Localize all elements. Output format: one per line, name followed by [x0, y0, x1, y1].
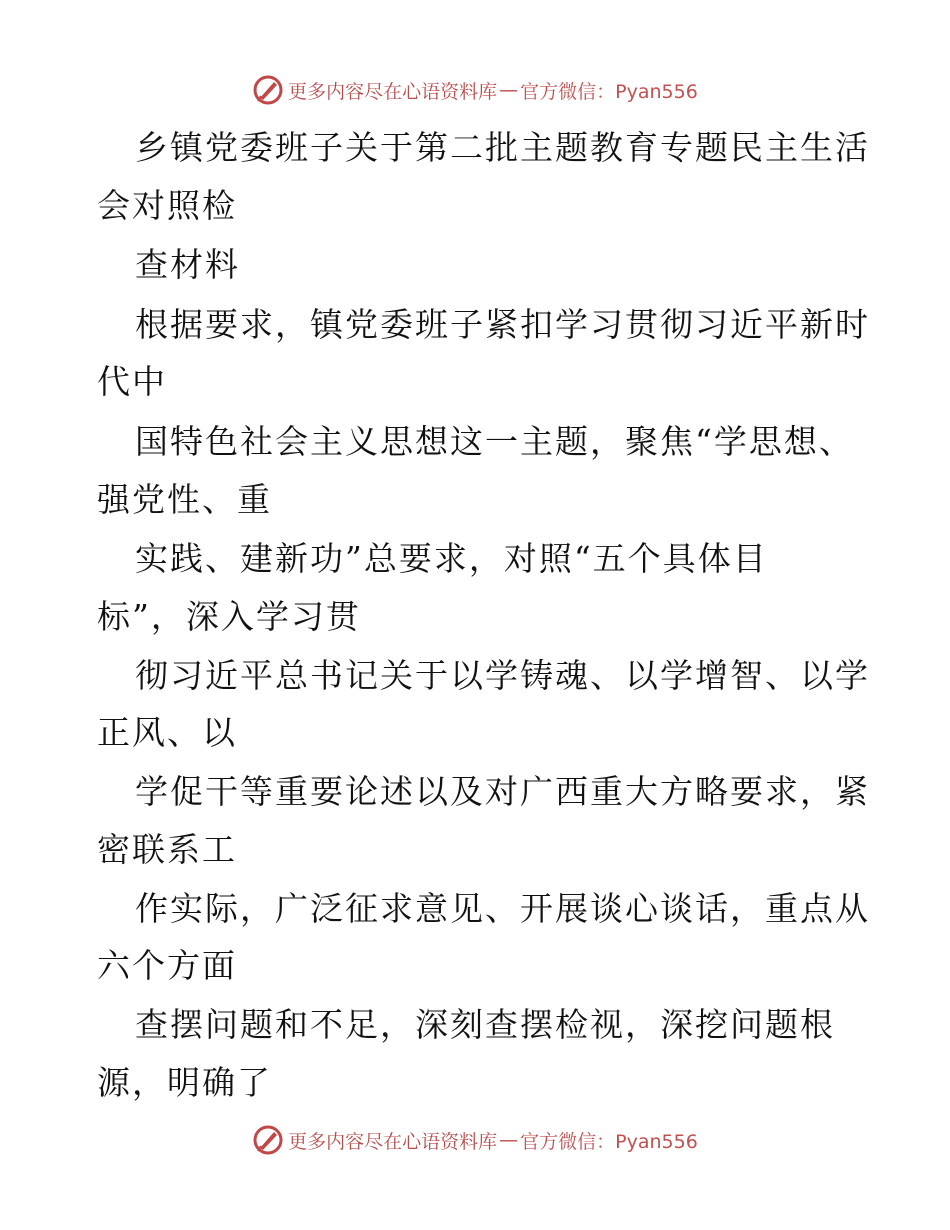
watermark-separator: —: [499, 1129, 519, 1151]
watermark-wechat-text: 官方微信：Pyan556: [520, 80, 698, 103]
doc-line: 根据要求，镇党委班子紧扣学习贯彻习近平新时: [135, 305, 870, 344]
doc-line: 彻习近平总书记关于以学铸魂、以学增智、以学: [135, 656, 870, 695]
doc-line: 强党性、重: [97, 480, 272, 519]
watermark-site-text: 更多内容尽在心语资料库: [288, 80, 498, 103]
watermark-separator: —: [499, 79, 519, 101]
doc-line: 正风、以: [97, 713, 237, 752]
doc-line: 会对照检: [97, 186, 237, 225]
doc-line: 标”，深入学习贯: [97, 597, 361, 636]
watermark-banner-bottom: [0, 1120, 950, 1160]
quill-circle-logo-icon: [252, 1124, 284, 1156]
watermark-wechat-text: 官方微信：Pyan556: [520, 1130, 698, 1153]
doc-line: 实践、建新功”总要求，对照“五个具体目: [135, 539, 768, 578]
doc-line: 国特色社会主义思想这一主题，聚焦“学思想、: [135, 422, 854, 461]
doc-line: 作实际，广泛征求意见、开展谈心谈话，重点从: [135, 889, 870, 928]
watermark-site-text: 更多内容尽在心语资料库: [288, 1130, 498, 1153]
doc-line: 学促干等重要论述以及对广西重大方略要求，紧: [135, 772, 870, 811]
doc-line: 代中: [97, 362, 167, 401]
doc-line: 源，明确了: [97, 1063, 272, 1102]
doc-line: 六个方面: [97, 946, 237, 985]
doc-line: 乡镇党委班子关于第二批主题教育专题民主生活: [135, 128, 870, 167]
doc-line: 查摆问题和不足，深刻查摆检视，深挖问题根: [135, 1005, 835, 1044]
doc-line: 查材料: [135, 245, 240, 284]
doc-line: 密联系工: [97, 830, 237, 869]
